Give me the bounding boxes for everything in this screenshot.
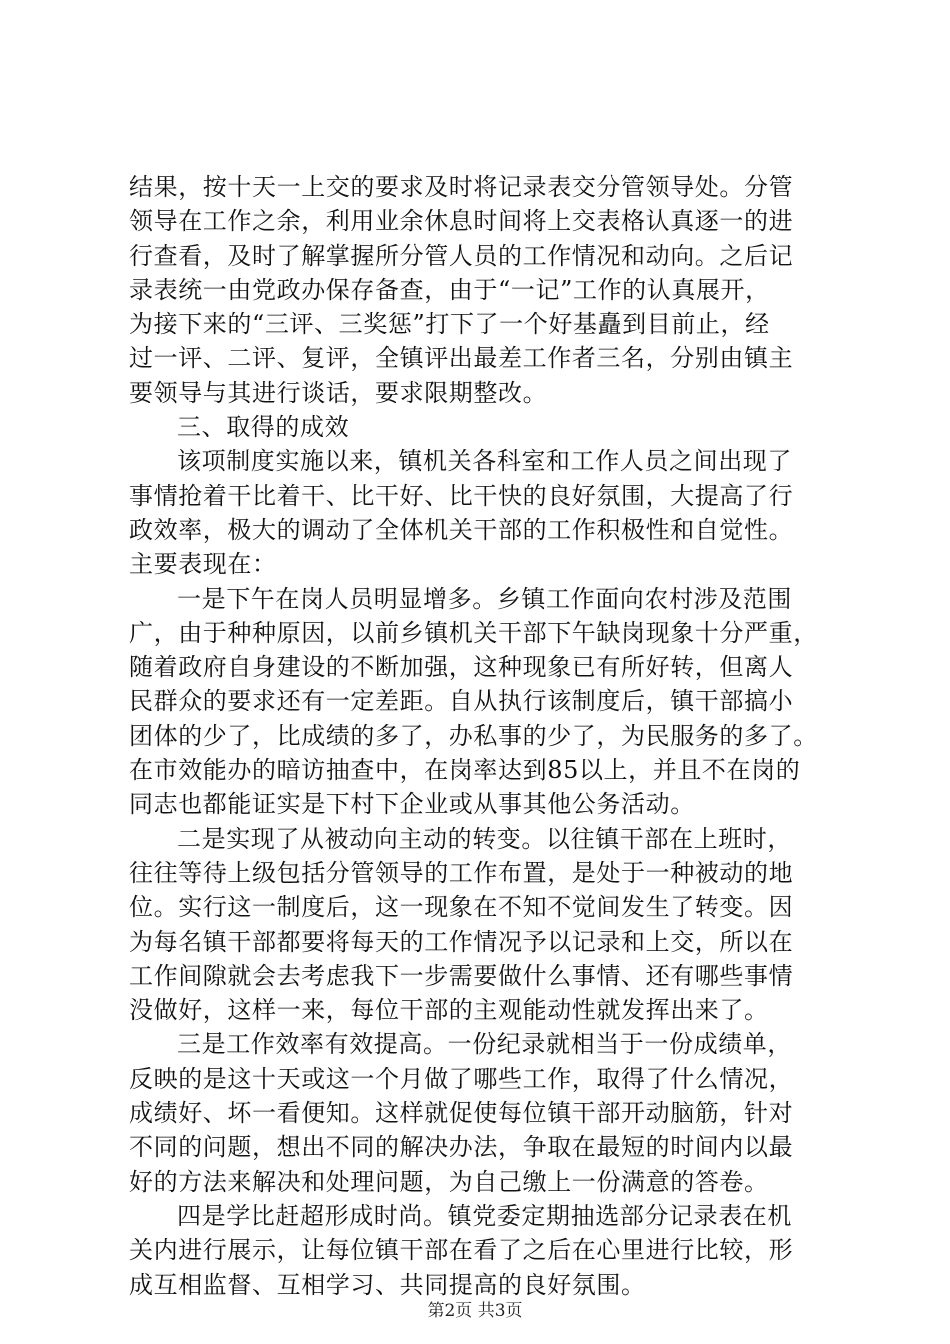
section-heading: 三、取得的成效	[177, 413, 350, 442]
text-line: 结果，按十天一上交的要求及时将记录表交分管领导处。分管	[129, 173, 794, 201]
text-line: 在市效能办的暗访抽查中，在岗率达到85以上，并且不在岗的	[129, 756, 801, 785]
text-line: 领导在工作之余，利用业余休息时间将上交表格认真逐一的进	[129, 207, 794, 236]
text-line: 行查看，及时了解掌握所分管人员的工作情况和动向。之后记	[129, 241, 794, 270]
text-line: 不同的问题，想出不同的解决办法，争取在最短的时间内以最	[129, 1133, 794, 1162]
text-line: 团体的少了，比成绩的多了，办私事的少了，为民服务的多了。	[129, 721, 818, 750]
text-line: 过一评、二评、复评，全镇评出最差工作者三名，分别由镇主	[129, 344, 794, 373]
text-line: 四是学比赶超形成时尚。镇党委定期抽选部分记录表在机	[177, 1201, 792, 1230]
text-line: 工作间隙就会去考虑我下一步需要做什么事情、还有哪些事情	[129, 961, 794, 990]
text-line: 政效率，极大的调动了全体机关干部的工作积极性和自觉性。	[129, 515, 794, 544]
text-line: 反映的是这十天或这一个月做了哪些工作，取得了什么情况，	[129, 1064, 794, 1093]
text-line: 主要表现在：	[129, 550, 277, 579]
text-line: 为接下来的“三评、三奖惩”打下了一个好基矗到目前止，经	[129, 310, 770, 339]
text-line: 一是下午在岗人员明显增多。乡镇工作面向农村涉及范围	[177, 584, 792, 613]
text-line: 关内进行展示，让每位镇干部在看了之后在心里进行比较，形	[129, 1236, 794, 1265]
text-line: 位。实行这一制度后，这一现象在不知不觉间发生了转变。因	[129, 893, 794, 922]
text-line: 民群众的要求还有一定差距。自从执行该制度后，镇干部搞小	[129, 687, 794, 716]
text-line: 要领导与其进行谈话，要求限期整改。	[129, 378, 548, 407]
body-text	[129, 170, 854, 1302]
text-line: 同志也都能证实是下村下企业或从事其他公务活动。	[129, 790, 695, 819]
text-line: 二是实现了从被动向主动的转变。以往镇干部在上班时，	[177, 824, 792, 853]
text-line: 该项制度实施以来，镇机关各科室和工作人员之间出现了	[177, 447, 792, 476]
text-line: 成绩好、坏一看便知。这样就促使每位镇干部开动脑筋，针对	[129, 1099, 794, 1128]
text-line: 广，由于种种原因，以前乡镇机关干部下午缺岗现象十分严重，	[129, 618, 818, 647]
text-line: 录表统一由党政办保存备查，由于“一记”工作的认真展开，	[129, 275, 770, 304]
text-line: 往往等待上级包括分管领导的工作布置，是处于一种被动的地	[129, 858, 794, 887]
text-line: 没做好，这样一来，每位干部的主观能动性就发挥出来了。	[129, 996, 769, 1025]
text-line: 成互相监督、互相学习、共同提高的良好氛围。	[129, 1270, 646, 1299]
text-line: 随着政府自身建设的不断加强，这种现象已有所好转，但离人	[129, 653, 794, 682]
page-footer: 第2页 共3页	[427, 1301, 523, 1321]
text-line: 事情抢着干比着干、比干好、比干快的良好氛围，大提高了行	[129, 481, 794, 510]
text-line: 为每名镇干部都要将每天的工作情况予以记录和上交，所以在	[129, 927, 794, 956]
text-line: 好的方法来解决和处理问题，为自己缴上一份满意的答卷。	[129, 1167, 769, 1196]
text-line: 三是工作效率有效提高。一份纪录就相当于一份成绩单，	[177, 1030, 792, 1059]
